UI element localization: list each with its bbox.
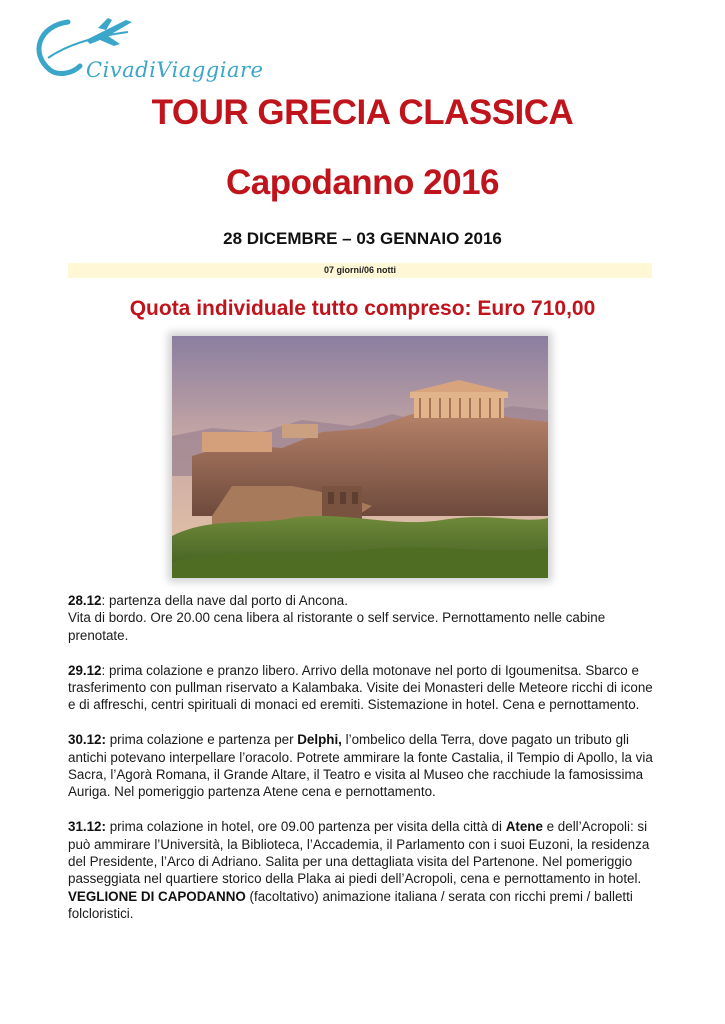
page-subtitle: Capodanno 2016 — [225, 163, 500, 202]
tour-dates: 28 DICEMBRE – 03 GENNAIO 2016 — [223, 229, 502, 248]
acropolis-photo — [172, 336, 548, 578]
day-text: (facoltativo) animazione italiana / serata con ricchi premi / balletti folcloristici. — [68, 888, 633, 922]
day-event: VEGLIONE DI CAPODANNO — [68, 888, 246, 904]
day-text: : prima colazione e pranzo libero. Arrivo della motonave nel porto di Igoumenitsa. Sbarco e trasferimento con pullman riservato a Kalambaka. Visite dei Monasteri delle Meteore ricchi di icone e di affreschi, centri spirituali di monaci ed eremiti. Sistemazione in hotel. Cena e pernottamento. — [68, 662, 653, 713]
itinerary-day — [68, 662, 660, 714]
logo-text: CivadiViaggiare — [86, 58, 264, 82]
itinerary-day — [68, 592, 660, 644]
logo — [28, 14, 264, 86]
itinerary — [68, 592, 660, 940]
itinerary-day — [68, 818, 660, 922]
day-place: Delphi, — [297, 732, 342, 748]
day-text: e dell’Acropoli: si può ammirare l’Università, la Biblioteca, l’Accademia, il Parlamento con i suoi Euzoni, la residenza del Presidente, l’Arco di Adriano. Salita per una dettagliata visita del Partenone. Nel pomeriggio passeggiata nel quartiere storico della Plaka ai piedi dell’Acropoli, cena e pernottamento in hotel. — [68, 819, 650, 887]
day-text: : partenza della nave dal porto di Ancona. — [101, 593, 348, 608]
day-text: prima colazione in hotel, ore 09.00 partenza per visita della città di — [105, 819, 506, 835]
day-text: l’ombelico della Terra, dove pagato un tributo gli antichi potevano interpellare l’oracolo. Potrete ammirare la fonte Castalia, il Tempio di Apollo, la via Sacra, l’Agorà Romana, il Grande Altare, il Teatro e visita al Museo che racchiude la famosissima Auriga. Nel pomeriggio partenza Atene cena e pernottamento. — [68, 732, 653, 800]
day-date: 30.12: — [68, 732, 106, 748]
page-title: TOUR GRECIA CLASSICA — [151, 93, 574, 132]
day-place: Atene — [505, 819, 543, 835]
day-date: 31.12: — [68, 819, 106, 835]
itinerary-day — [68, 731, 660, 801]
day-text: prima colazione e partenza per — [105, 732, 298, 748]
day-text: Vita di bordo. Ore 20.00 cena libera al ristorante o self service. Pernottamento nelle cabine prenotate. — [68, 610, 606, 643]
tour-price: Quota individuale tutto compreso: Euro 710,00 — [129, 297, 596, 320]
tour-duration: 07 giorni/06 notti — [68, 263, 652, 278]
day-date: 28.12 — [68, 593, 102, 608]
day-date: 29.12 — [68, 662, 102, 678]
